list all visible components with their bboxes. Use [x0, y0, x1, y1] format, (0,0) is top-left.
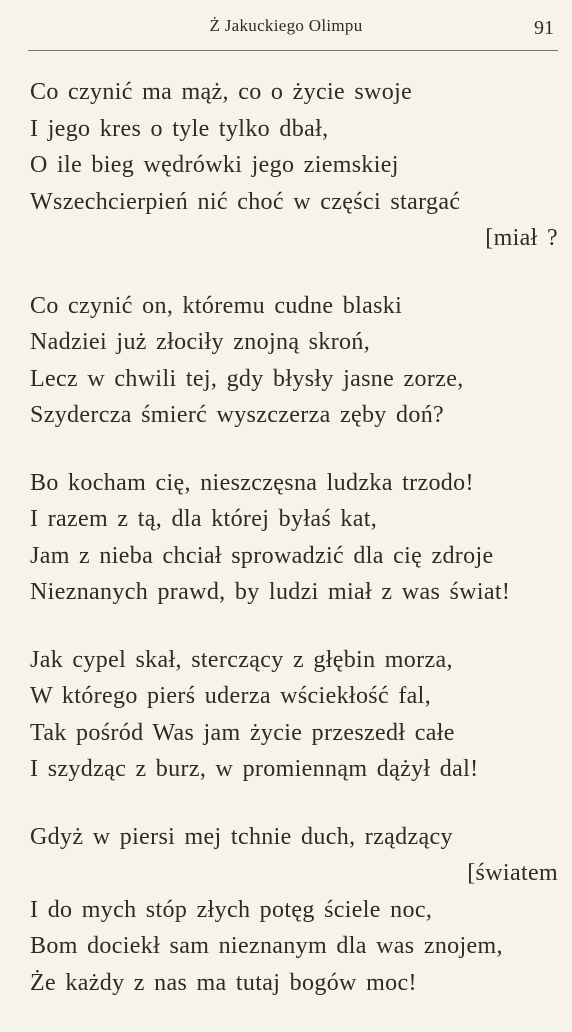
verse-line: Szydercza śmierć wyszczerza zęby doń?	[30, 402, 445, 428]
verse-line: I jego kres o tyle tylko dbał,	[30, 115, 329, 142]
stanza	[30, 642, 558, 788]
verse-line: Gdyż w piersi mej tchnie duch, rządzący	[30, 823, 453, 850]
running-title: Ż Jakuckiego Olimpu	[209, 16, 363, 35]
verse-line: I do mych stóp złych potęg ściele noc,	[30, 896, 433, 923]
verse-line-continuation: [miał ?	[485, 225, 558, 251]
poem-body	[30, 74, 558, 1032]
verse-line: O ile bieg wędrówki jego ziemskiej	[30, 152, 399, 178]
verse-line: Tak pośród Was jam życie przeszedł całe	[30, 719, 455, 746]
verse-line: Co czynić on, któremu cudne blaski	[30, 292, 403, 319]
stanza	[30, 819, 558, 1002]
verse-line: Jak cypel skał, sterczący z głębin morza,	[30, 646, 453, 673]
stanza	[30, 288, 558, 434]
verse-line: Lecz w chwili tej, gdy błysły jasne zorze,	[30, 365, 464, 392]
verse-line: Bo kocham cię, nieszczęsna ludzka trzodo!	[30, 469, 474, 496]
verse-line: Nadziei już złociły znojną skroń,	[30, 329, 371, 355]
verse-line: W którego pierś uderza wściekłość fal,	[30, 683, 432, 709]
stanza	[30, 74, 558, 257]
header-rule	[28, 50, 558, 51]
page-number: 91	[534, 17, 554, 39]
stanza	[30, 465, 558, 611]
verse-line: I szydząc z burz, w promiennąm dążył dal!	[30, 756, 479, 782]
verse-line: Wszechcierpień nić choć w części stargać	[30, 188, 461, 215]
verse-line: Jam z nieba chciał sprowadzić dla cię zdroje	[30, 542, 494, 569]
verse-line: Że każdy z nas ma tutaj bogów moc!	[30, 969, 417, 996]
verse-line: Co czynić ma mąż, co o życie swoje	[30, 79, 413, 105]
verse-line: Bom dociekł sam nieznanym dla was znojem,	[30, 933, 503, 959]
verse-line: I razem z tą, dla której byłaś kat,	[30, 506, 378, 532]
verse-line-continuation: [światem	[467, 860, 558, 886]
verse-line: Nieznanych prawd, by ludzi miał z was świat!	[30, 579, 511, 605]
